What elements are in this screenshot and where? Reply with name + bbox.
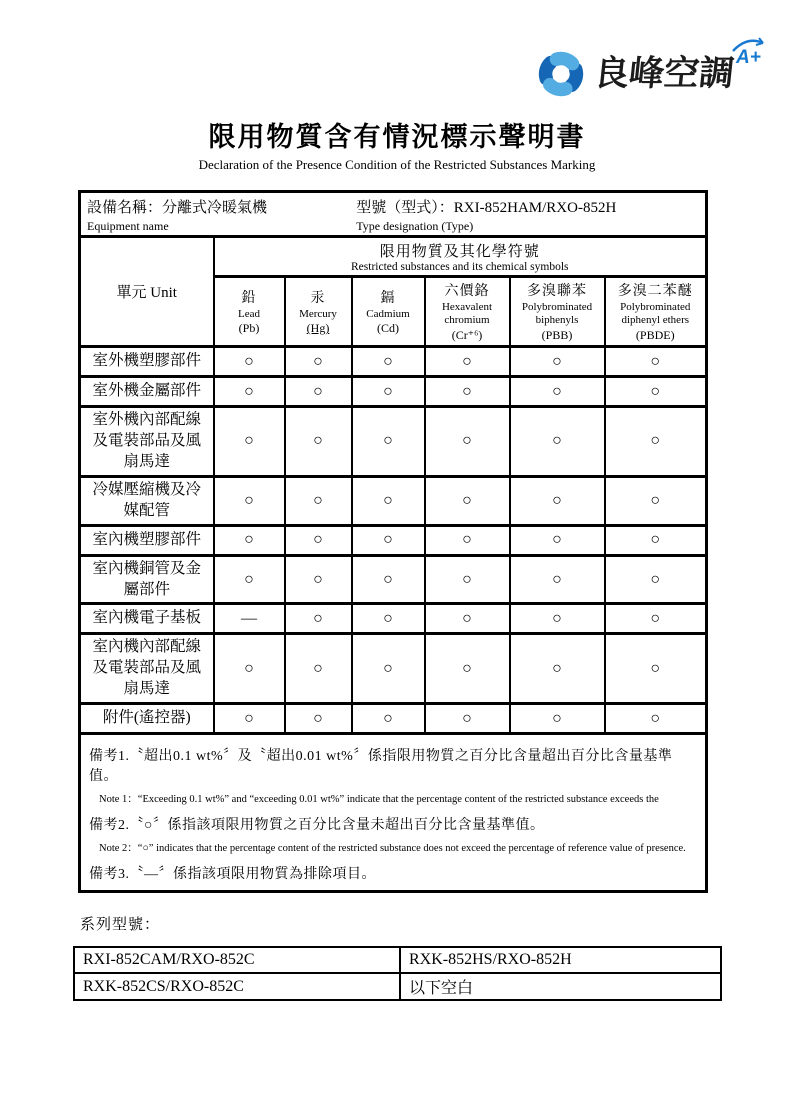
value-cell: ○ <box>352 407 425 477</box>
value-cell: ○ <box>352 377 425 407</box>
brand-logo <box>534 44 761 104</box>
note-2-en: Note 2：“○” indicates that the percentage content of the restricted substance does not exceed the percentage of reference value of presence. <box>99 843 686 855</box>
value-cell: ○ <box>425 476 510 525</box>
value-cell: ○ <box>425 407 510 477</box>
column-hexavalent-chromium: 六價鉻 Hexavalent chromium (Cr⁺⁶) <box>425 277 510 347</box>
substances-header-zh: 限用物質及其化學符號 <box>379 244 540 260</box>
unit-cell: 室外機金屬部件 <box>80 377 214 407</box>
value-cell: — <box>214 604 285 634</box>
value-cell: ○ <box>605 604 707 634</box>
value-cell: ○ <box>425 604 510 634</box>
series-model-cell: RXK-852CS/RXO-852C <box>74 973 400 1000</box>
notes-cell <box>80 734 707 892</box>
series-model-cell: 以下空白 <box>400 973 721 1000</box>
value-cell: ○ <box>425 704 510 734</box>
value-cell: ○ <box>425 525 510 555</box>
value-cell: ○ <box>285 555 352 604</box>
value-cell: ○ <box>510 377 605 407</box>
note-3-zh: 備考3.〝—〞係指該項限用物質為排除項目。 <box>89 867 376 883</box>
value-cell: ○ <box>605 634 707 704</box>
value-cell: ○ <box>425 377 510 407</box>
unit-cell: 室內機電子基板 <box>80 604 214 634</box>
logo-badge-text: A+ <box>736 47 761 68</box>
value-cell: ○ <box>285 634 352 704</box>
value-cell: ○ <box>605 704 707 734</box>
equipment-cell <box>80 192 707 237</box>
series-models-table <box>73 946 722 1001</box>
value-cell: ○ <box>214 525 285 555</box>
value-cell: ○ <box>605 377 707 407</box>
value-cell: ○ <box>510 347 605 377</box>
value-cell: ○ <box>285 347 352 377</box>
value-cell: ○ <box>285 476 352 525</box>
value-cell: ○ <box>605 476 707 525</box>
value-cell: ○ <box>605 555 707 604</box>
value-cell: ○ <box>214 407 285 477</box>
note-2-zh: 備考2.〝○〞係指該項限用物質之百分比含量未超出百分比含量基準值。 <box>89 818 545 834</box>
logo-badge <box>736 47 761 69</box>
column-mercury: 汞 Mercury (Hg) <box>285 277 352 347</box>
value-cell: ○ <box>425 347 510 377</box>
column-pbde: 多溴二苯醚 Polybrominated diphenyl ethers (PBDE) <box>605 277 707 347</box>
equipment-name: 設備名稱：分離式冷暖氣機 <box>87 200 268 216</box>
value-cell: ○ <box>510 525 605 555</box>
unit-header-cell: 單元 Unit <box>80 237 214 347</box>
table-row <box>80 704 707 734</box>
substances-header-cell <box>214 237 707 277</box>
type-designation-en: Type designation (Type) <box>356 219 474 233</box>
value-cell: ○ <box>510 704 605 734</box>
column-cadmium: 鎘 Cadmium (Cd) <box>352 277 425 347</box>
unit-cell: 室內機銅管及金屬部件 <box>80 555 214 604</box>
note-1-en: Note 1：“Exceeding 0.1 wt%” and “exceeding 0.01 wt%” indicate that the percentage content of the restricted substance exceeds the <box>99 794 659 806</box>
value-cell: ○ <box>605 407 707 477</box>
value-cell: ○ <box>285 604 352 634</box>
type-designation: 型號（型式）：RXI-852HAM/RXO-852H <box>356 200 617 216</box>
value-cell: ○ <box>510 476 605 525</box>
unit-cell: 室內機塑膠部件 <box>80 525 214 555</box>
value-cell: ○ <box>352 634 425 704</box>
value-cell: ○ <box>510 407 605 477</box>
page-title: 限用物質含有情況標示聲明書 <box>208 122 586 152</box>
value-cell: ○ <box>214 347 285 377</box>
value-cell: ○ <box>425 555 510 604</box>
value-cell: ○ <box>214 704 285 734</box>
value-cell: ○ <box>605 347 707 377</box>
value-cell: ○ <box>285 525 352 555</box>
unit-cell: 室外機塑膠部件 <box>80 347 214 377</box>
series-row <box>74 973 721 1000</box>
value-cell: ○ <box>425 634 510 704</box>
value-cell: ○ <box>510 634 605 704</box>
brand-name: 良峰空調 <box>592 54 737 93</box>
column-pbb: 多溴聯苯 Polybrominated biphenyls (PBB) <box>510 277 605 347</box>
equipment-row <box>80 192 707 237</box>
substances-header-row <box>80 237 707 277</box>
column-lead: 鉛 Lead (Pb) <box>214 277 285 347</box>
value-cell: ○ <box>214 476 285 525</box>
table-row <box>80 604 707 634</box>
unit-cell: 室內機內部配線及電裝部品及風扇馬達 <box>80 634 214 704</box>
pinwheel-icon <box>534 47 588 101</box>
value-cell: ○ <box>352 476 425 525</box>
value-cell: ○ <box>214 377 285 407</box>
value-cell: ○ <box>285 704 352 734</box>
page-subtitle: Declaration of the Presence Condition of the Restricted Substances Marking <box>198 157 596 172</box>
series-label: 系列型號： <box>80 917 161 934</box>
table-row <box>80 634 707 704</box>
substances-header-en: Restricted substances and its chemical symbols <box>351 261 569 273</box>
restricted-substances-table <box>78 190 708 893</box>
value-cell: ○ <box>214 634 285 704</box>
table-row <box>80 377 707 407</box>
table-row <box>80 347 707 377</box>
value-cell: ○ <box>510 604 605 634</box>
value-cell: ○ <box>510 555 605 604</box>
value-cell: ○ <box>605 525 707 555</box>
value-cell: ○ <box>285 407 352 477</box>
note-1-zh: 備考1.〝超出0.1 wt%〞及〝超出0.01 wt%〞係指限用物質之百分比含量超出百分比含量基準值。 <box>89 749 673 785</box>
table-row <box>80 476 707 525</box>
unit-cell: 冷媒壓縮機及冷媒配管 <box>80 476 214 525</box>
value-cell: ○ <box>214 555 285 604</box>
swoosh-icon <box>732 37 766 53</box>
value-cell: ○ <box>285 377 352 407</box>
notes-row <box>80 734 707 892</box>
value-cell: ○ <box>352 704 425 734</box>
value-cell: ○ <box>352 604 425 634</box>
table-row <box>80 407 707 477</box>
table-row <box>80 525 707 555</box>
unit-cell: 室外機內部配線及電裝部品及風扇馬達 <box>80 407 214 477</box>
value-cell: ○ <box>352 555 425 604</box>
unit-cell: 附件(遙控器) <box>80 704 214 734</box>
table-row <box>80 555 707 604</box>
series-row <box>74 947 721 973</box>
value-cell: ○ <box>352 347 425 377</box>
series-model-cell: RXK-852HS/RXO-852H <box>400 947 721 973</box>
value-cell: ○ <box>352 525 425 555</box>
equipment-name-en: Equipment name <box>87 219 169 233</box>
series-model-cell: RXI-852CAM/RXO-852C <box>74 947 400 973</box>
